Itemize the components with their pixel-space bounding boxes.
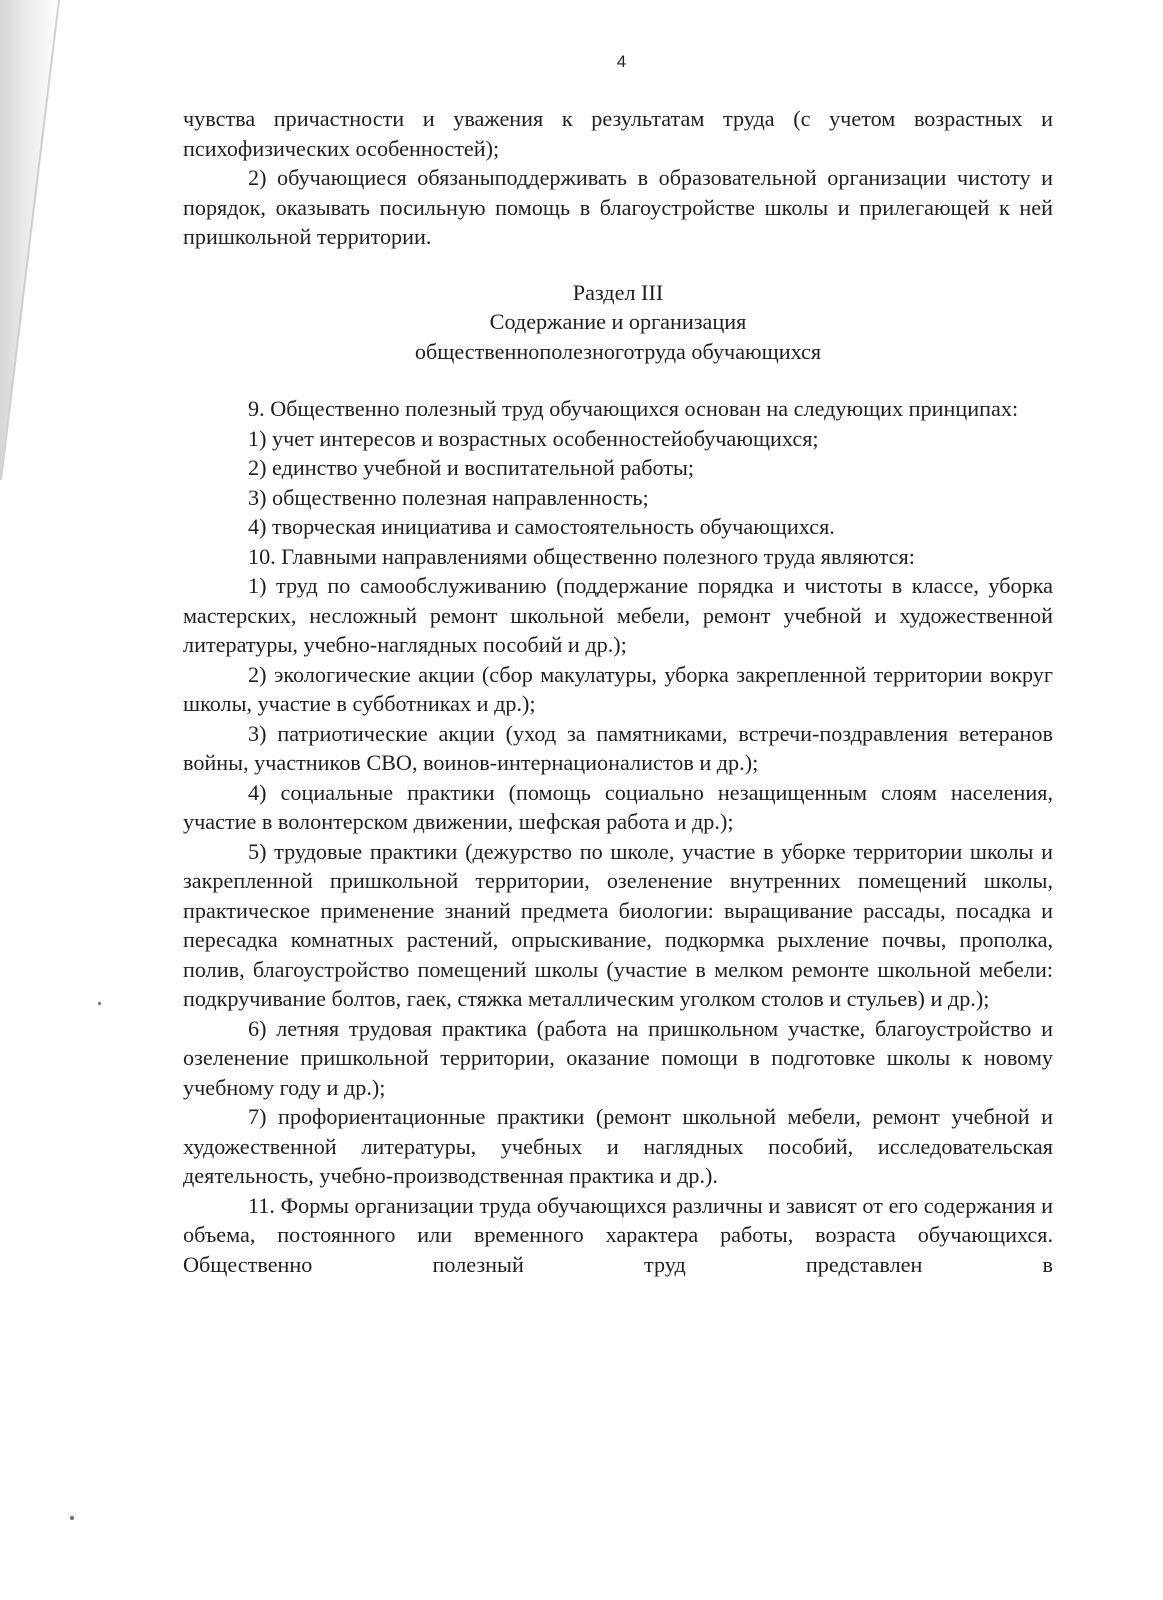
paragraph-10: 10. Главными направлениями общественно полезного труда являются: — [248, 543, 915, 569]
section-heading — [183, 278, 1053, 367]
paragraph-item-2: 2) обучающиеся обязаныподдерживать в образовательной организации чистоту и порядок, оказывать посильную помощь в благоустройстве школы и прилегающей к ней пришкольной территории. — [183, 165, 1053, 249]
paragraph-intro-continuation: чувства причастности и уважения к результатам труда (с учетом возрастных и психофизических особенностей); — [183, 106, 1053, 161]
direction-item: 1) труд по самообслуживанию (поддержание порядка и чистоты в классе, уборка мастерских, несложный ремонт школьной мебели, ремонт учебной и художественной литературы, учебно-наглядных пособий и др.); — [183, 573, 1053, 657]
direction-item: 3) патриотические акции (уход за памятниками, встречи-поздравления ветеранов войны, участников СВО, воинов-интернационалистов и др.); — [183, 720, 1053, 775]
direction-item: 7) профориентационные практики (ремонт школьной мебели, ремонт учебной и художественной литературы, учебных и наглядных пособий, исследовательская деятельность, учебно-производственная практика и др.). — [183, 1104, 1053, 1188]
scan-speck — [70, 1516, 74, 1520]
direction-item: 4) социальные практики (помощь социально незащищенным слоям населения, участие в волонтерском движении, шефская работа и др.); — [183, 779, 1053, 834]
principle-item: 1) учет интересов и возрастных особенностейобучающихся; — [248, 425, 819, 451]
direction-item: 5) трудовые практики (дежурство по школе, участие в уборке территории школы и закрепленной пришкольной территории, озеленение внутренних помещений школы, практическое применение знаний предмета биологии: выращивание рассады, посадка и пересадка комнатных растений, опрыскивание, подкормка рыхление почвы, прополка, полив, благоустройство помещений школы (участие в мелком ремонте школьной мебели: подкручивание болтов, гаек, стяжка металлическим уголком столов и стульев) и др.); — [183, 838, 1053, 1011]
principle-item: 4) творческая инициатива и самостоятельность обучающихся. — [248, 514, 835, 539]
section-label: Раздел III — [572, 279, 664, 305]
document-body — [183, 104, 1053, 1279]
principle-item: 3) общественно полезная направленность; — [248, 484, 649, 510]
direction-item: 6) летняя трудовая практика (работа на пришкольном участке, благоустройство и озеленение пришкольной территории, оказание помощи в подготовке школы к новому учебному году и др.); — [183, 1015, 1053, 1100]
direction-item: 2) экологические акции (сбор макулатуры, уборка закрепленной территории вокруг школы, участие в субботниках и др.); — [183, 661, 1053, 716]
section-title-line-2: общественнополезноготруда обучающихся — [414, 338, 822, 364]
page-number: 4 — [616, 52, 627, 71]
principle-item: 2) единство учебной и воспитательной работы; — [248, 455, 695, 480]
scan-speck — [98, 1002, 101, 1005]
paragraph-9: 9. Общественно полезный труд обучающихся основан на следующих принципах: — [248, 396, 1019, 421]
section-title-line-1: Содержание и организация — [489, 309, 747, 334]
paragraph-11: 11. Формы организации труда обучающихся различны и зависят от его содержания и объема, постоянного или временного характера работы, возраста обучающихся. Общественно полезный труд представлен в — [183, 1192, 1053, 1277]
